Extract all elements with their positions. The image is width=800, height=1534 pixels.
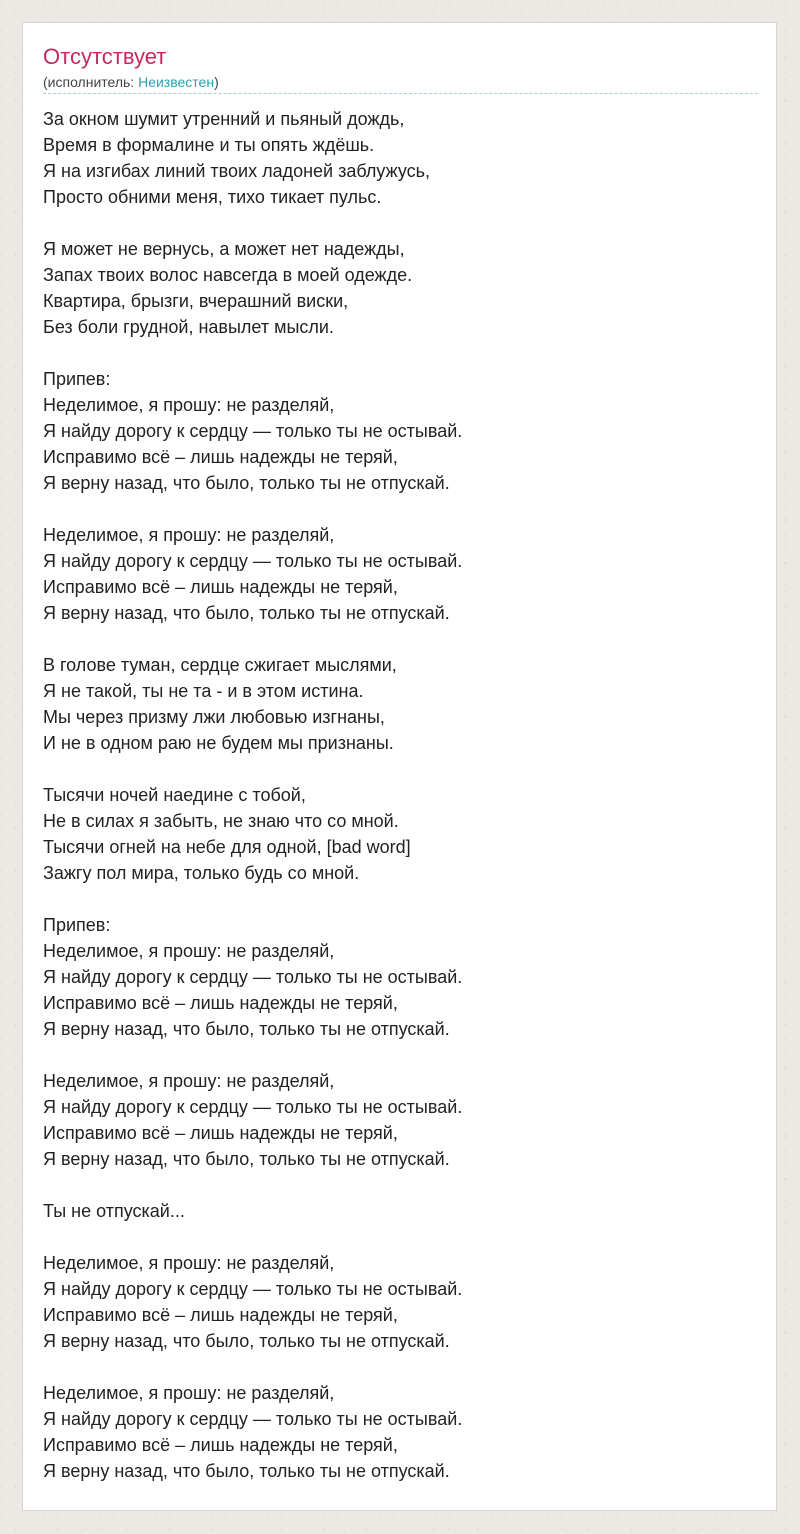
lyrics-line: Я может не вернусь, а может нет надежды, — [43, 239, 405, 259]
lyrics-line: Я найду дорогу к сердцу — только ты не остывай. — [43, 551, 463, 571]
lyrics-line: Просто обними меня, тихо тикает пульс. — [43, 187, 382, 207]
artist-line — [43, 73, 219, 91]
lyrics-line: Я верну назад, что было, только ты не отпускай. — [43, 1461, 450, 1481]
lyrics-line: Неделимое, я прошу: не разделяй, — [43, 1253, 335, 1273]
lyrics-stanza — [43, 912, 758, 1042]
lyrics-line: Я найду дорогу к сердцу — только ты не остывай. — [43, 421, 463, 441]
lyrics-line: Исправимо всё – лишь надежды не теряй, — [43, 447, 398, 467]
lyrics-line: Я найду дорогу к сердцу — только ты не остывай. — [43, 1097, 463, 1117]
lyrics-line: Исправимо всё – лишь надежды не теряй, — [43, 1305, 398, 1325]
lyrics-line: Исправимо всё – лишь надежды не теряй, — [43, 993, 398, 1013]
lyrics-line: В голове туман, сердце сжигает мыслями, — [43, 655, 397, 675]
lyrics-line: Тысячи ночей наедине с тобой, — [43, 785, 306, 805]
lyrics-line: Я найду дорогу к сердцу — только ты не остывай. — [43, 1409, 463, 1429]
title-divider — [43, 93, 758, 94]
lyrics-line: Неделимое, я прошу: не разделяй, — [43, 1383, 335, 1403]
lyrics-stanza — [43, 1198, 758, 1224]
lyrics-line: Ты не отпускай... — [43, 1201, 185, 1221]
lyrics-line: Не в силах я забыть, не знаю что со мной. — [43, 811, 399, 831]
lyrics-line: Исправимо всё – лишь надежды не теряй, — [43, 577, 398, 597]
lyrics-line: Неделимое, я прошу: не разделяй, — [43, 1071, 335, 1091]
lyrics-line: Исправимо всё – лишь надежды не теряй, — [43, 1435, 398, 1455]
lyrics-stanza — [43, 652, 758, 756]
lyrics-body — [43, 106, 758, 1510]
lyrics-stanza — [43, 236, 758, 340]
lyrics-line: Я верну назад, что было, только ты не отпускай. — [43, 1019, 450, 1039]
song-title: Отсутствует — [43, 44, 167, 69]
lyrics-line: Я найду дорогу к сердцу — только ты не остывай. — [43, 967, 463, 987]
lyrics-line: Припев: — [43, 915, 111, 935]
lyrics-line: Неделимое, я прошу: не разделяй, — [43, 395, 335, 415]
lyrics-line: Неделимое, я прошу: не разделяй, — [43, 525, 335, 545]
lyrics-line: Я верну назад, что было, только ты не отпускай. — [43, 1149, 450, 1169]
lyrics-stanza — [43, 522, 758, 626]
lyrics-line: Я не такой, ты не та - и в этом истина. — [43, 681, 364, 701]
artist-link[interactable]: Неизвестен — [138, 74, 215, 90]
artist-prefix: (исполнитель: — [43, 74, 139, 90]
lyrics-stanza — [43, 106, 758, 210]
lyrics-line: Без боли грудной, навылет мысли. — [43, 317, 334, 337]
lyrics-line: Тысячи огней на небе для одной, [bad word] — [43, 837, 411, 857]
lyrics-line: Неделимое, я прошу: не разделяй, — [43, 941, 335, 961]
lyrics-line: И не в одном раю не будем мы признаны. — [43, 733, 394, 753]
lyrics-line: Время в формалине и ты опять ждёшь. — [43, 135, 375, 155]
lyrics-line: Исправимо всё – лишь надежды не теряй, — [43, 1123, 398, 1143]
artist-suffix: ) — [214, 74, 219, 90]
lyrics-stanza — [43, 1380, 758, 1484]
lyrics-line: Припев: — [43, 369, 111, 389]
lyrics-card — [22, 22, 777, 1511]
lyrics-line: Запах твоих волос навсегда в моей одежде. — [43, 265, 413, 285]
lyrics-stanza — [43, 366, 758, 496]
lyrics-line: Зажгу пол мира, только будь со мной. — [43, 863, 360, 883]
lyrics-line: За окном шумит утренний и пьяный дождь, — [43, 109, 405, 129]
lyrics-stanza — [43, 782, 758, 886]
lyrics-line: Я верну назад, что было, только ты не отпускай. — [43, 1331, 450, 1351]
lyrics-line: Я верну назад, что было, только ты не отпускай. — [43, 473, 450, 493]
lyrics-line: Квартира, брызги, вчерашний виски, — [43, 291, 349, 311]
lyrics-stanza — [43, 1250, 758, 1354]
lyrics-line: Я на изгибах линий твоих ладоней заблужусь, — [43, 161, 430, 181]
lyrics-line: Мы через призму лжи любовью изгнаны, — [43, 707, 385, 727]
lyrics-line: Я верну назад, что было, только ты не отпускай. — [43, 603, 450, 623]
lyrics-line: Я найду дорогу к сердцу — только ты не остывай. — [43, 1279, 463, 1299]
lyrics-stanza — [43, 1068, 758, 1172]
